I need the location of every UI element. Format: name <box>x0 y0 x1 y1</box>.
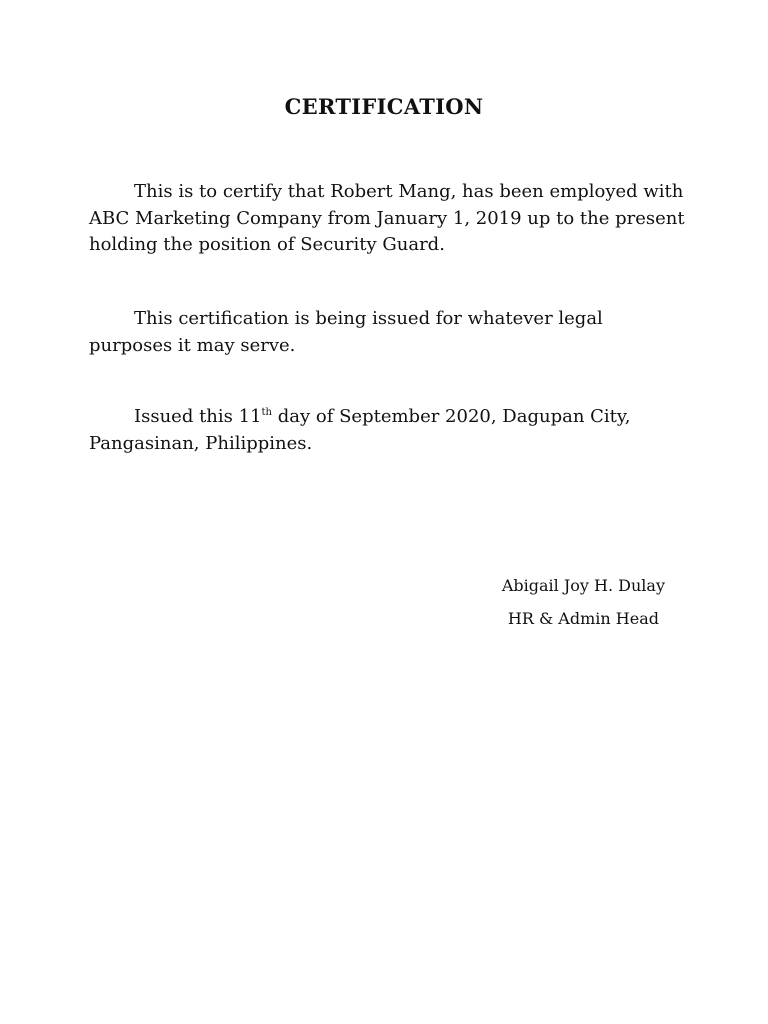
issued-text-before: Issued this 11 <box>134 406 262 427</box>
paragraph-purpose <box>89 306 689 359</box>
day-ordinal-suffix: th <box>261 407 272 418</box>
issued-text-after: day of September 2020, Dagupan City, Pangasinan, Philippines. <box>89 406 631 454</box>
paragraph-purpose-text: This certification is being issued for whatever legal purposes it may serve. <box>89 308 603 356</box>
signatory-name: Abigail Joy H. Dulay <box>501 576 665 595</box>
document-title: CERTIFICATION <box>284 94 484 119</box>
signatory-position: HR & Admin Head <box>507 609 659 628</box>
paragraph-employment-text: This is to certify that Robert Mang, has been employed with ABC Marketing Company from January 1, 2019 up to the present holding the position of Security Guard. <box>89 181 685 255</box>
paragraph-issued <box>89 404 689 457</box>
signature-block <box>502 575 665 641</box>
paragraph-employment <box>89 179 689 259</box>
